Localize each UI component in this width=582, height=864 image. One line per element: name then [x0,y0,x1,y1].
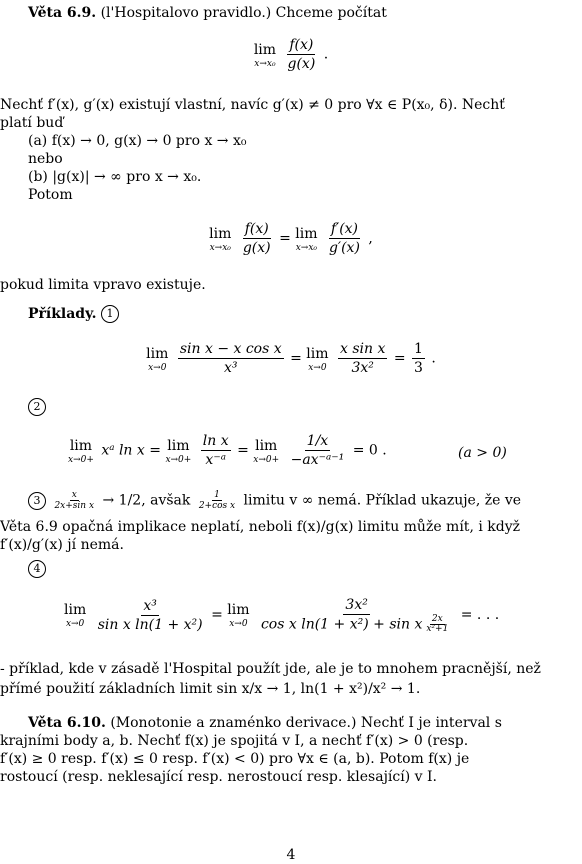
example-number-badge: 1 [101,305,119,323]
fraction: $\frac{\text{x³}}{\text{sin x ln(1 + x²)}}$ [97,597,203,633]
fraction: $\frac{1/x}{\text{−ax⁻ᵃ⁻¹}}$ [290,433,345,468]
paragraph-line: Nechť f′(x), g′(x) existují vlastní, navíc g′(x) ≠ 0 pro ∀x ∈ P(x₀, δ). Nechť [0,97,505,113]
theorem-6-10-heading: Věta 6.10. (Monotonie a znaménko derivace.) Nechť I je interval s [28,715,502,731]
fraction: $\frac{f(x)}{g(x)}$ [242,221,271,256]
equation-limit-fg: lim x→x₀ $\frac{f(x)}{g(x)}$ . [253,37,329,72]
fraction: $\frac{\text{ln x}}{\text{x⁻ᵃ}}$ [202,433,229,468]
example-number-badge: 4 [28,560,46,578]
limit-operator: lim x→0+ [165,437,192,465]
example-4-marker [28,560,46,578]
examples-heading: Příklady. 1 [28,305,119,323]
example-2-equation: lim x→0+ xᵃ ln x = lim x→0+ $\frac{\text{ln x}}{\text{x⁻ᵃ}}$ = lim x→0+ $\frac{1/x}{\text{−ax⁻ᵃ⁻¹}}$ = 0 . [68,433,387,468]
limit-operator: lim x→0 [306,345,329,373]
limit-operator: lim x→x₀ [295,225,318,253]
example-number-badge: 3 [28,492,46,510]
limit-operator: lim x→0+ [68,437,94,465]
theorem-label: Věta 6.9. [28,5,97,21]
page-number: 4 [286,847,296,863]
condition-a-positive: (a > 0) [458,445,507,461]
paragraph-line: platí buď [0,115,64,131]
fraction: $\frac{1}{3}$ [414,341,423,376]
paragraph-line: přímé použití základních limit sin x/x → 1, ln(1 + x²)/x² → 1. [0,681,421,697]
theorem-6-9-heading [28,4,387,22]
theorem-title: (l'Hospitalovo pravidlo.) Chceme počítat [96,5,387,21]
example-1-equation: lim x→0 $\frac{\text{sin x − x cos x}}{\text{x³}}$ = lim x→0 $\frac{\text{x sin x}}{\text{3x²}}$ = $\frac{1}{3}$ . [146,341,436,376]
example-3-line: 3 $\frac{x}{\text{2x+sin x}}$ → 1/2, avšak $\frac{1}{\text{2+cos x}}$ limitu v ∞ nemá. Příklad ukazuje, že ve [28,490,521,511]
paragraph-line: f′(x) ≥ 0 resp. f′(x) ≤ 0 resp. f′(x) < 0) pro ∀x ∈ (a, b). Potom f(x) je [0,751,470,767]
example-4-equation: lim x→0 $\frac{\text{x³}}{\text{sin x ln(1 + x²)}}$ = lim x→0 3x² cos x ln(1 + x²) + sin x $\frac{2x}{\text{x²+1}}$ = . . . [64,597,500,634]
paragraph-line: pokud limita vpravo existuje. [0,277,206,293]
fraction: $\frac{\text{x sin x}}{\text{3x²}}$ [339,341,386,376]
paragraph-line: krajními body a, b. Nechť f(x) je spojitá v I, a nechť f′(x) > 0 (resp. [0,733,469,749]
fraction: $\frac{x}{\text{2x+sin x}}$ [54,490,95,511]
fraction: 3x² cos x ln(1 + x²) + sin x $\frac{2x}{\text{x²+1}}$ [260,597,449,634]
example-2-marker [28,398,46,416]
paragraph-line: - příklad, kde v zásadě l'Hospital použít jde, ale je to mnohem pracnější, než [0,661,541,677]
theorem-label: Věta 6.10. [28,715,106,731]
fraction: $\frac{2x}{\text{x²+1}}$ [426,614,449,634]
condition-b: (b) |g(x)| → ∞ pro x → x₀. [28,169,202,185]
fraction: $\frac{f(x)}{g(x)}$ [287,37,316,72]
or-text: nebo [28,151,63,167]
then-text: Potom [28,187,73,203]
limit-operator: lim x→x₀ [253,41,277,69]
paragraph-line: rostoucí (resp. neklesající resp. nerostoucí resp. klesající) v I. [0,769,437,785]
equation-lhospital: lim x→x₀ $\frac{f(x)}{g(x)}$ = lim x→x₀ $\frac{f'(x)}{g'(x)}$ , [209,221,373,256]
paragraph-line: f′(x)/g′(x) jí nemá. [0,537,124,553]
limit-operator: lim x→0 [146,345,169,373]
limit-operator: lim x→0+ [253,437,280,465]
paragraph-line: Věta 6.9 opačná implikace neplatí, neboli f(x)/g(x) limitu může mít, i když [0,519,520,535]
limit-operator: lim x→0 [64,602,87,629]
limit-operator: lim x→0 [227,602,250,629]
fraction: $\frac{1}{\text{2+cos x}}$ [198,490,236,511]
fraction: $\frac{f'(x)}{g'(x)}$ [328,221,360,256]
condition-a: (a) f(x) → 0, g(x) → 0 pro x → x₀ [28,133,247,149]
example-number-badge: 2 [28,398,46,416]
fraction: $\frac{\text{sin x − x cos x}}{\text{x³}}$ [179,341,282,376]
limit-operator: lim x→x₀ [209,225,232,253]
